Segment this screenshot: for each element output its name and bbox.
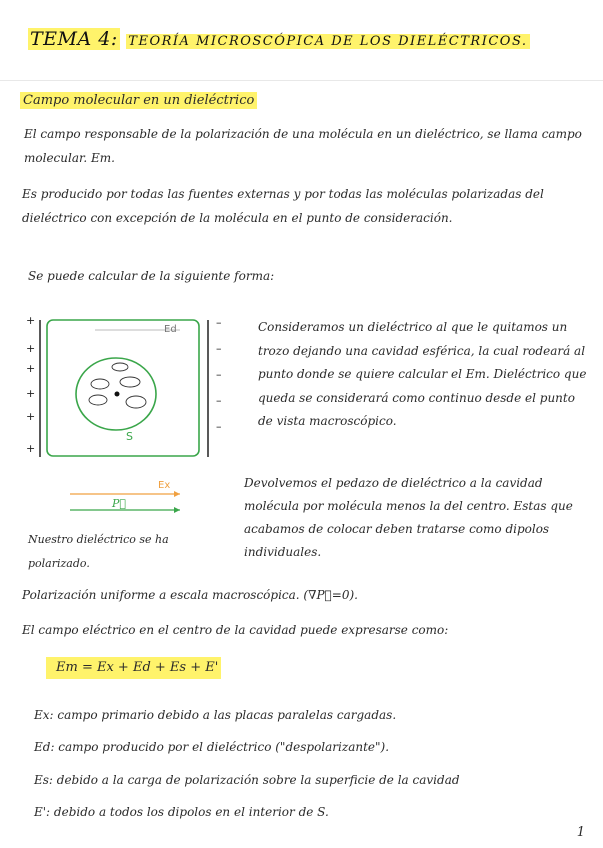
dipole [91,379,109,389]
title-divider [0,80,603,81]
minus-sign: – [216,394,222,407]
dipole [112,363,128,371]
label-s: S [126,430,133,443]
paragraph-field-center: El campo eléctrico en el centro de la cavidad puede expresarse como: [22,623,449,637]
dielectric-slab [47,320,199,456]
dipole [89,395,107,405]
definition-ex: Ex: campo primario debido a las placas paralelas cargadas. [34,708,397,722]
formula-em: Em = Ex + Ed + Es + E' [46,657,221,679]
paragraph-cavity: Consideramos un dieléctrico al que le quitamos un trozo dejando una cavidad esférica, la cual rodeará al punto donde se quiere calcular el Em. Dieléctrico que queda se considerará como continuo desde el punto de vista macroscópico. [258,320,587,428]
paragraph-calculate: Se puede calcular de la siguiente forma: [28,269,275,283]
plus-sign: + [26,410,36,423]
minus-sign: – [216,342,222,355]
label-ex: Ex [158,480,171,491]
label-ed: Ed [164,324,177,335]
dipole [126,396,146,408]
title-main: TEMA 4: [30,28,118,50]
page-title [28,28,530,50]
plus-sign: + [26,314,36,327]
label-p: P⃗ [112,497,127,510]
title-subtitle: TEORÍA MICROSCÓPICA DE LOS DIELÉCTRICOS. [128,34,528,49]
paragraph-molecular-field: El campo responsable de la polarización de una molécula en un dieléctrico, se llama campo molecular. Em. [24,127,582,165]
plus-sign: + [26,387,36,400]
dielectric-cavity-diagram [20,312,250,517]
minus-sign: – [216,368,222,381]
section-heading: Campo molecular en un dieléctrico [20,92,257,109]
page-number: 1 [576,825,585,840]
minus-sign: – [216,420,222,433]
caption-polarized: Nuestro dieléctrico se ha polarizado. [28,533,169,570]
definition-ed: Ed: campo producido por el dieléctrico ("despolarizante"). [34,740,390,754]
center-point [115,392,120,397]
paragraph-return-dielectric: Devolvemos el pedazo de dieléctrico a la cavidad molécula por molécula menos la del centro. Estas que acabamos de colocar deben tratarse como dipolos individuales. [244,476,573,559]
paragraph-uniform-polarization: Polarización uniforme a escala macroscópica. (∇P⃗=0). [22,588,358,602]
paragraph-sources: Es producido por todas las fuentes externas y por todas las moléculas polarizadas del dieléctrico con excepción de la molécula en el punto de consideración. [22,187,544,225]
plus-sign: + [26,342,36,355]
dipole [120,377,140,387]
minus-sign: – [216,316,222,329]
plus-sign: + [26,442,36,455]
definition-e-prime: E': debido a todos los dipolos en el interior de S. [34,805,329,819]
definition-es: Es: debido a la carga de polarización sobre la superficie de la cavidad [34,773,460,787]
plus-sign: + [26,362,36,375]
